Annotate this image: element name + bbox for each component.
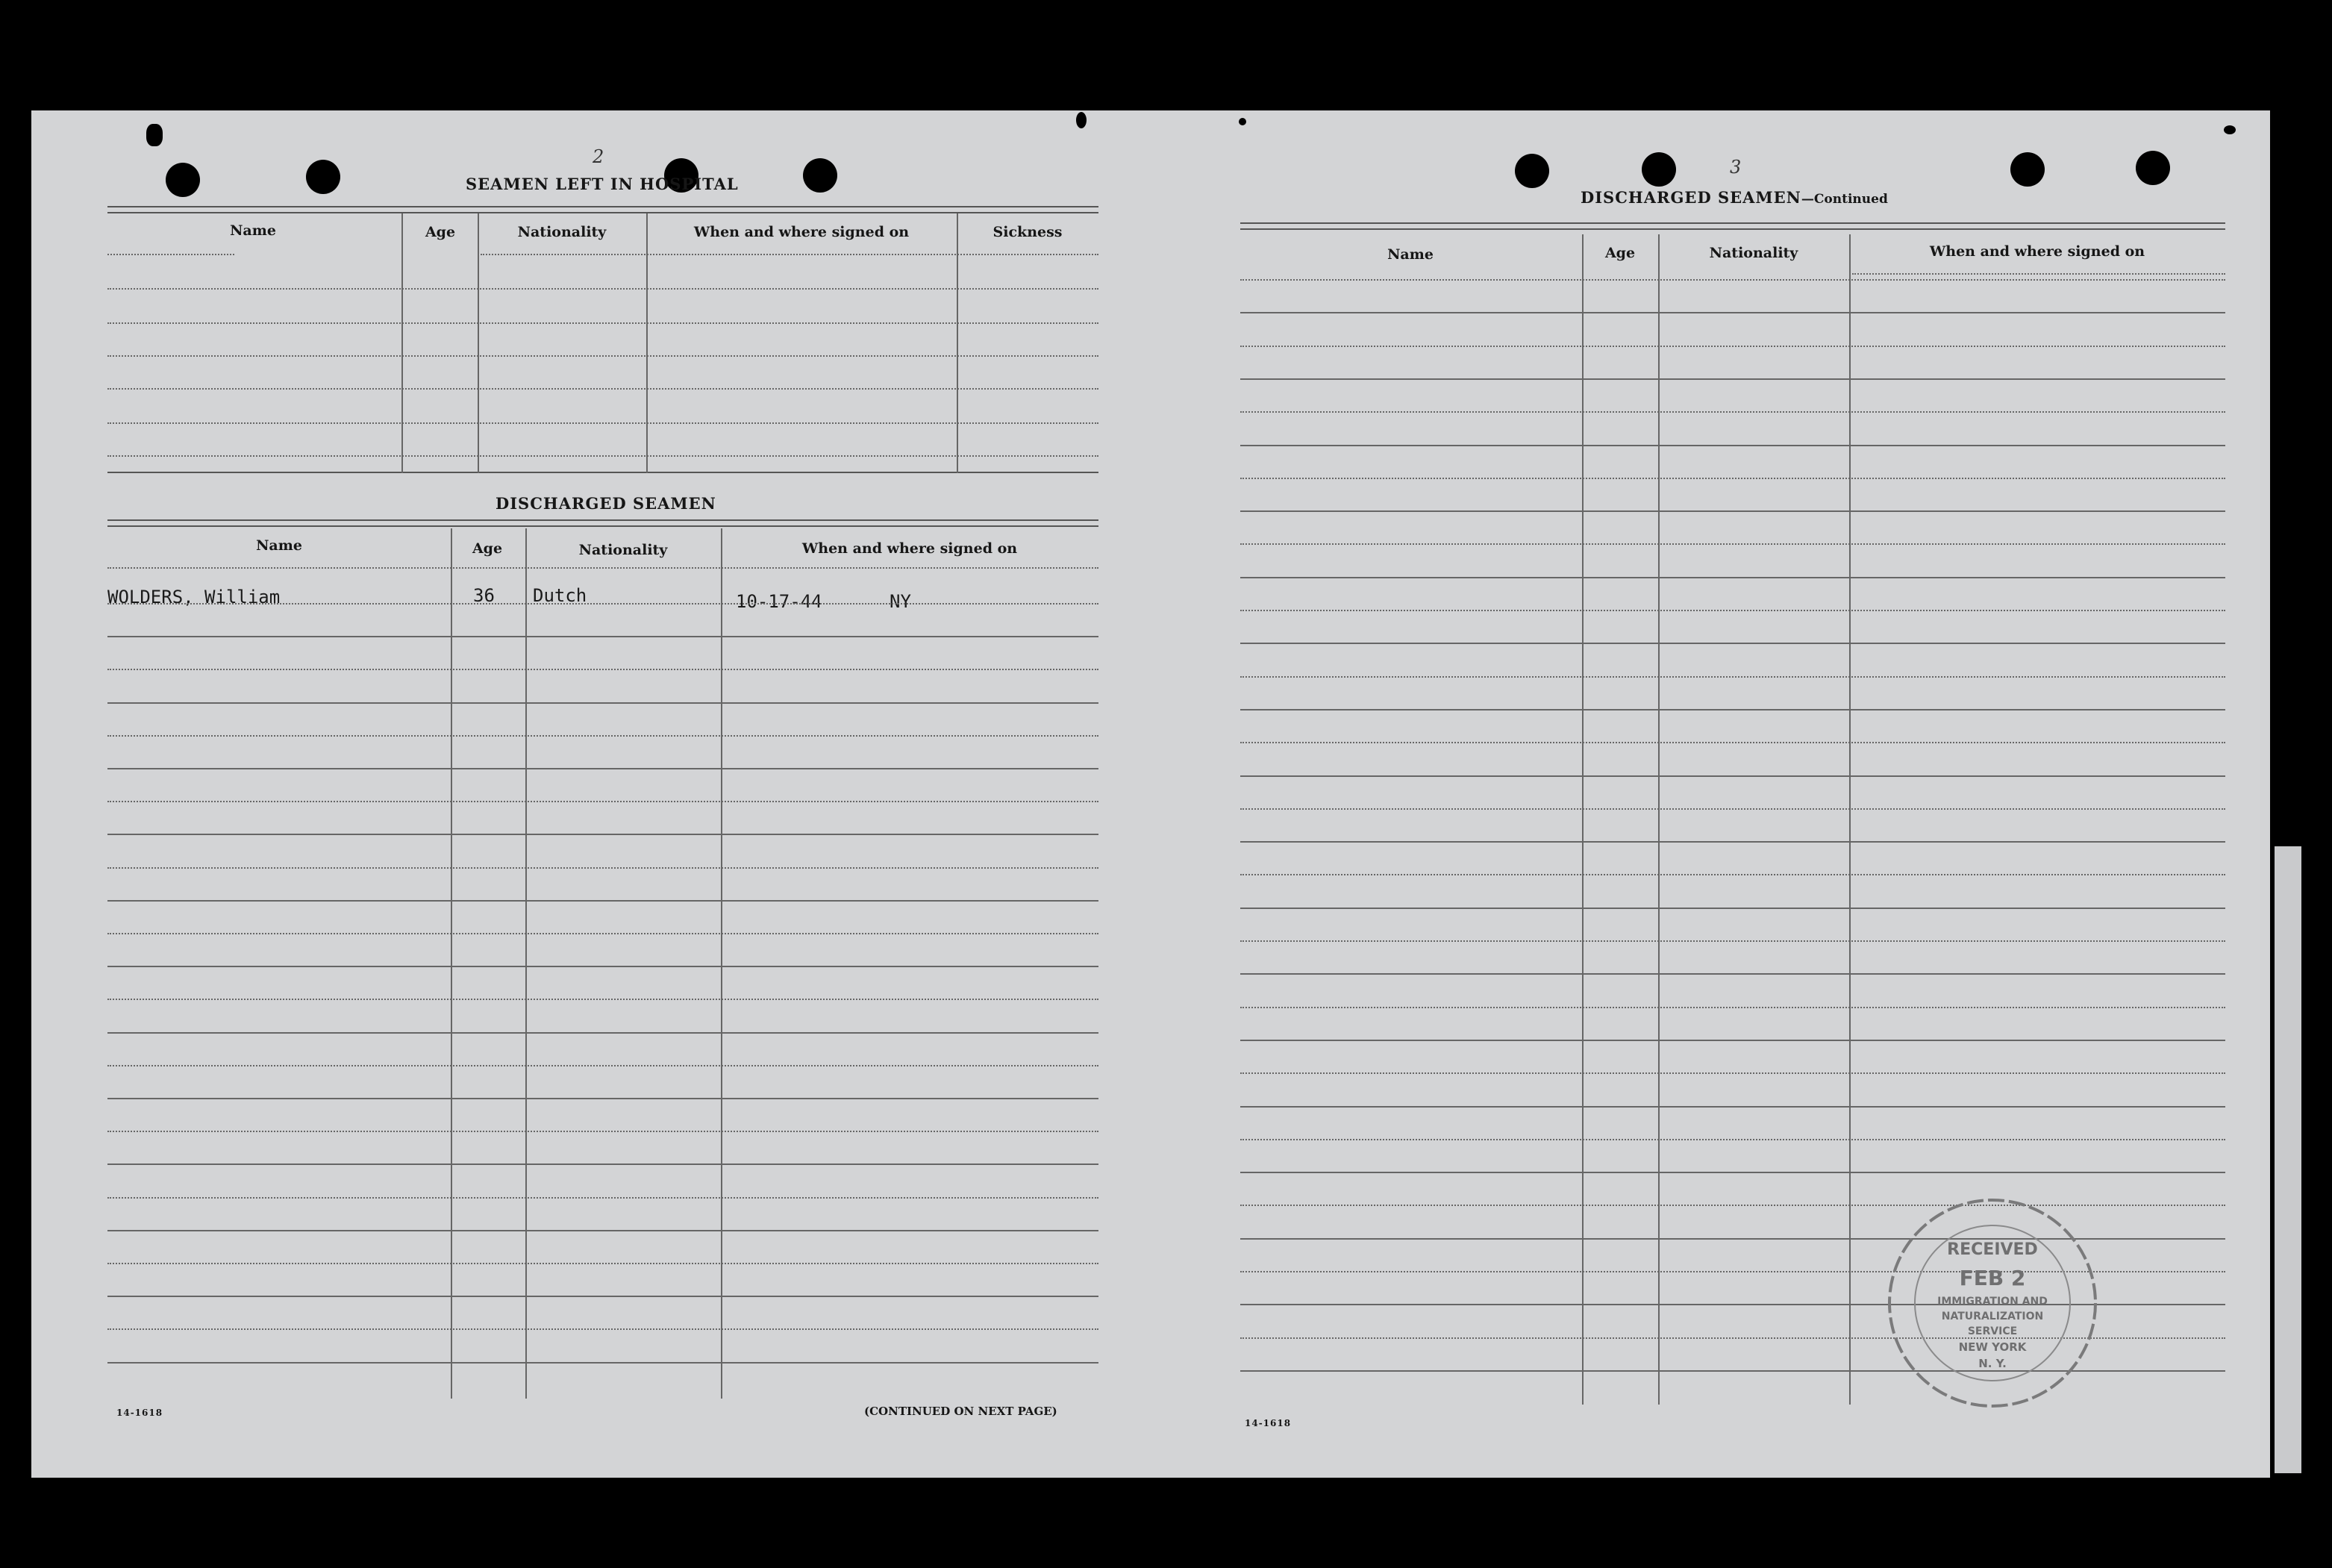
seaman-age: 36 bbox=[473, 585, 495, 606]
row-rule bbox=[1240, 1106, 2225, 1108]
row-rule bbox=[1240, 510, 2225, 512]
column-header-age: Age bbox=[1604, 245, 1636, 261]
column-divider bbox=[401, 213, 403, 473]
column-divider bbox=[525, 528, 527, 1399]
row-rule bbox=[1240, 1139, 2225, 1140]
row-rule bbox=[1240, 1007, 2225, 1008]
column-header-name: Name bbox=[256, 537, 302, 554]
row-rule bbox=[107, 1263, 1098, 1264]
page-number-right: 3 bbox=[1730, 157, 1742, 178]
row-rule bbox=[107, 1065, 1098, 1066]
column-header-signed-on: When and where signed on bbox=[801, 540, 1018, 557]
discharged-section-title: DISCHARGED SEAMEN bbox=[496, 494, 716, 513]
stamp-line: IMMIGRATION AND bbox=[1937, 1296, 2048, 1308]
title-text: DISCHARGED SEAMEN bbox=[1581, 188, 1801, 207]
column-divider bbox=[1582, 234, 1584, 1405]
row-rule bbox=[1240, 676, 2225, 678]
column-divider bbox=[1849, 234, 1851, 1405]
row-rule bbox=[1240, 908, 2225, 909]
row-rule bbox=[1240, 445, 2225, 446]
row-rule bbox=[1240, 808, 2225, 810]
row-rule bbox=[1240, 775, 2225, 777]
row-rule bbox=[1240, 411, 2225, 413]
row-rule bbox=[1240, 1172, 2225, 1173]
header-rule bbox=[107, 254, 234, 255]
seaman-signed-on-place: NY bbox=[890, 591, 911, 612]
column-header-name: Name bbox=[1387, 246, 1434, 263]
row-rule bbox=[107, 1163, 1098, 1165]
row-rule bbox=[1240, 543, 2225, 545]
received-stamp bbox=[1881, 1191, 2104, 1415]
paper-tear bbox=[2224, 125, 2236, 134]
column-divider bbox=[957, 213, 958, 473]
row-rule bbox=[1240, 1072, 2225, 1074]
row-rule bbox=[1240, 709, 2225, 710]
table-top-rule bbox=[107, 212, 1098, 213]
sheet-edge bbox=[2275, 846, 2301, 1473]
column-header-nationality: Nationality bbox=[578, 542, 668, 558]
title-suffix: —Continued bbox=[1801, 192, 1888, 207]
table-top-rule bbox=[107, 519, 1098, 521]
row-rule bbox=[107, 1328, 1098, 1330]
paper-tear bbox=[1239, 118, 1246, 125]
header-rule bbox=[1852, 273, 2225, 275]
punch-hole bbox=[2136, 151, 2170, 185]
punch-hole bbox=[1515, 154, 1549, 188]
row-rule bbox=[107, 355, 1098, 357]
row-rule bbox=[107, 1197, 1098, 1199]
punch-hole bbox=[2010, 152, 2045, 187]
stamp-date: FEB 2 bbox=[1959, 1266, 2026, 1290]
speck bbox=[1261, 1533, 1269, 1539]
column-divider bbox=[721, 528, 722, 1399]
punch-hole bbox=[306, 160, 340, 194]
column-header-name: Name bbox=[230, 222, 276, 239]
row-rule bbox=[107, 867, 1098, 869]
table-top-rule bbox=[1240, 222, 2225, 224]
row-rule bbox=[107, 1362, 1098, 1364]
row-rule bbox=[1240, 643, 2225, 644]
row-rule bbox=[107, 636, 1098, 637]
punch-hole bbox=[803, 158, 837, 193]
column-header-signed-on: When and where signed on bbox=[1929, 243, 2145, 260]
continued-note: (CONTINUED ON NEXT PAGE) bbox=[864, 1405, 1057, 1418]
column-header-age: Age bbox=[425, 224, 456, 240]
row-rule bbox=[1240, 1040, 2225, 1041]
table-top-rule bbox=[107, 525, 1098, 527]
row-rule bbox=[107, 702, 1098, 704]
row-rule bbox=[1240, 874, 2225, 875]
row-rule bbox=[107, 288, 1098, 290]
row-rule bbox=[107, 669, 1098, 670]
stamp-line: N. Y. bbox=[1978, 1357, 2007, 1370]
row-rule bbox=[107, 900, 1098, 902]
row-rule bbox=[107, 388, 1098, 390]
column-divider bbox=[646, 213, 648, 473]
row-rule bbox=[107, 1296, 1098, 1297]
row-rule bbox=[1240, 312, 2225, 313]
page-number-left: 2 bbox=[593, 146, 604, 167]
row-rule bbox=[1240, 478, 2225, 479]
row-rule bbox=[107, 999, 1098, 1000]
column-divider bbox=[451, 528, 452, 1399]
paper-tear bbox=[146, 124, 163, 146]
stamp-line: SERVICE bbox=[1967, 1325, 2018, 1337]
table-bottom-rule bbox=[107, 472, 1098, 473]
seaman-name: WOLDERS, William bbox=[107, 587, 281, 607]
header-rule bbox=[107, 567, 1098, 569]
row-rule bbox=[107, 966, 1098, 967]
row-rule bbox=[107, 603, 1098, 605]
table-top-rule bbox=[1240, 228, 2225, 230]
row-rule bbox=[1240, 346, 2225, 347]
stamp-received: RECEIVED bbox=[1947, 1240, 2038, 1259]
row-rule bbox=[1240, 940, 2225, 942]
punch-hole bbox=[166, 163, 200, 197]
stamp-line: NATURALIZATION bbox=[1941, 1311, 2044, 1322]
table-top-rule bbox=[107, 206, 1098, 207]
row-rule bbox=[107, 1131, 1098, 1132]
hospital-section-title: SEAMEN LEFT IN HOSPITAL bbox=[466, 175, 739, 193]
punch-hole bbox=[1642, 152, 1676, 187]
header-rule bbox=[481, 254, 1098, 255]
row-rule bbox=[107, 735, 1098, 737]
row-rule bbox=[1240, 742, 2225, 743]
stamp-line: NEW YORK bbox=[1958, 1340, 2027, 1354]
row-rule bbox=[107, 801, 1098, 802]
row-rule bbox=[107, 1230, 1098, 1231]
discharged-continued-title bbox=[1581, 188, 1888, 207]
column-header-nationality: Nationality bbox=[517, 224, 607, 240]
column-divider bbox=[478, 213, 479, 473]
row-rule bbox=[1240, 577, 2225, 578]
row-rule bbox=[1240, 279, 2225, 281]
row-rule bbox=[107, 1098, 1098, 1099]
form-number-left: 14-1618 bbox=[116, 1408, 163, 1418]
row-rule bbox=[107, 768, 1098, 769]
column-header-signed-on: When and where signed on bbox=[693, 224, 910, 240]
seaman-signed-on-date: 10-17-44 bbox=[736, 591, 822, 612]
row-rule bbox=[107, 322, 1098, 324]
row-rule bbox=[107, 933, 1098, 934]
paper-tear bbox=[1076, 112, 1087, 128]
column-header-nationality: Nationality bbox=[1709, 245, 1798, 261]
row-rule bbox=[1240, 841, 2225, 843]
form-number-right: 14-1618 bbox=[1245, 1418, 1292, 1428]
seaman-nationality: Dutch bbox=[533, 585, 587, 606]
row-rule bbox=[107, 834, 1098, 835]
row-rule bbox=[107, 1032, 1098, 1034]
row-rule bbox=[107, 455, 1098, 457]
row-rule bbox=[107, 422, 1098, 424]
column-header-age: Age bbox=[472, 540, 503, 557]
column-divider bbox=[1658, 234, 1660, 1405]
row-rule bbox=[1240, 610, 2225, 611]
row-rule bbox=[1240, 973, 2225, 975]
row-rule bbox=[1240, 378, 2225, 380]
column-header-sickness: Sickness bbox=[992, 224, 1063, 240]
